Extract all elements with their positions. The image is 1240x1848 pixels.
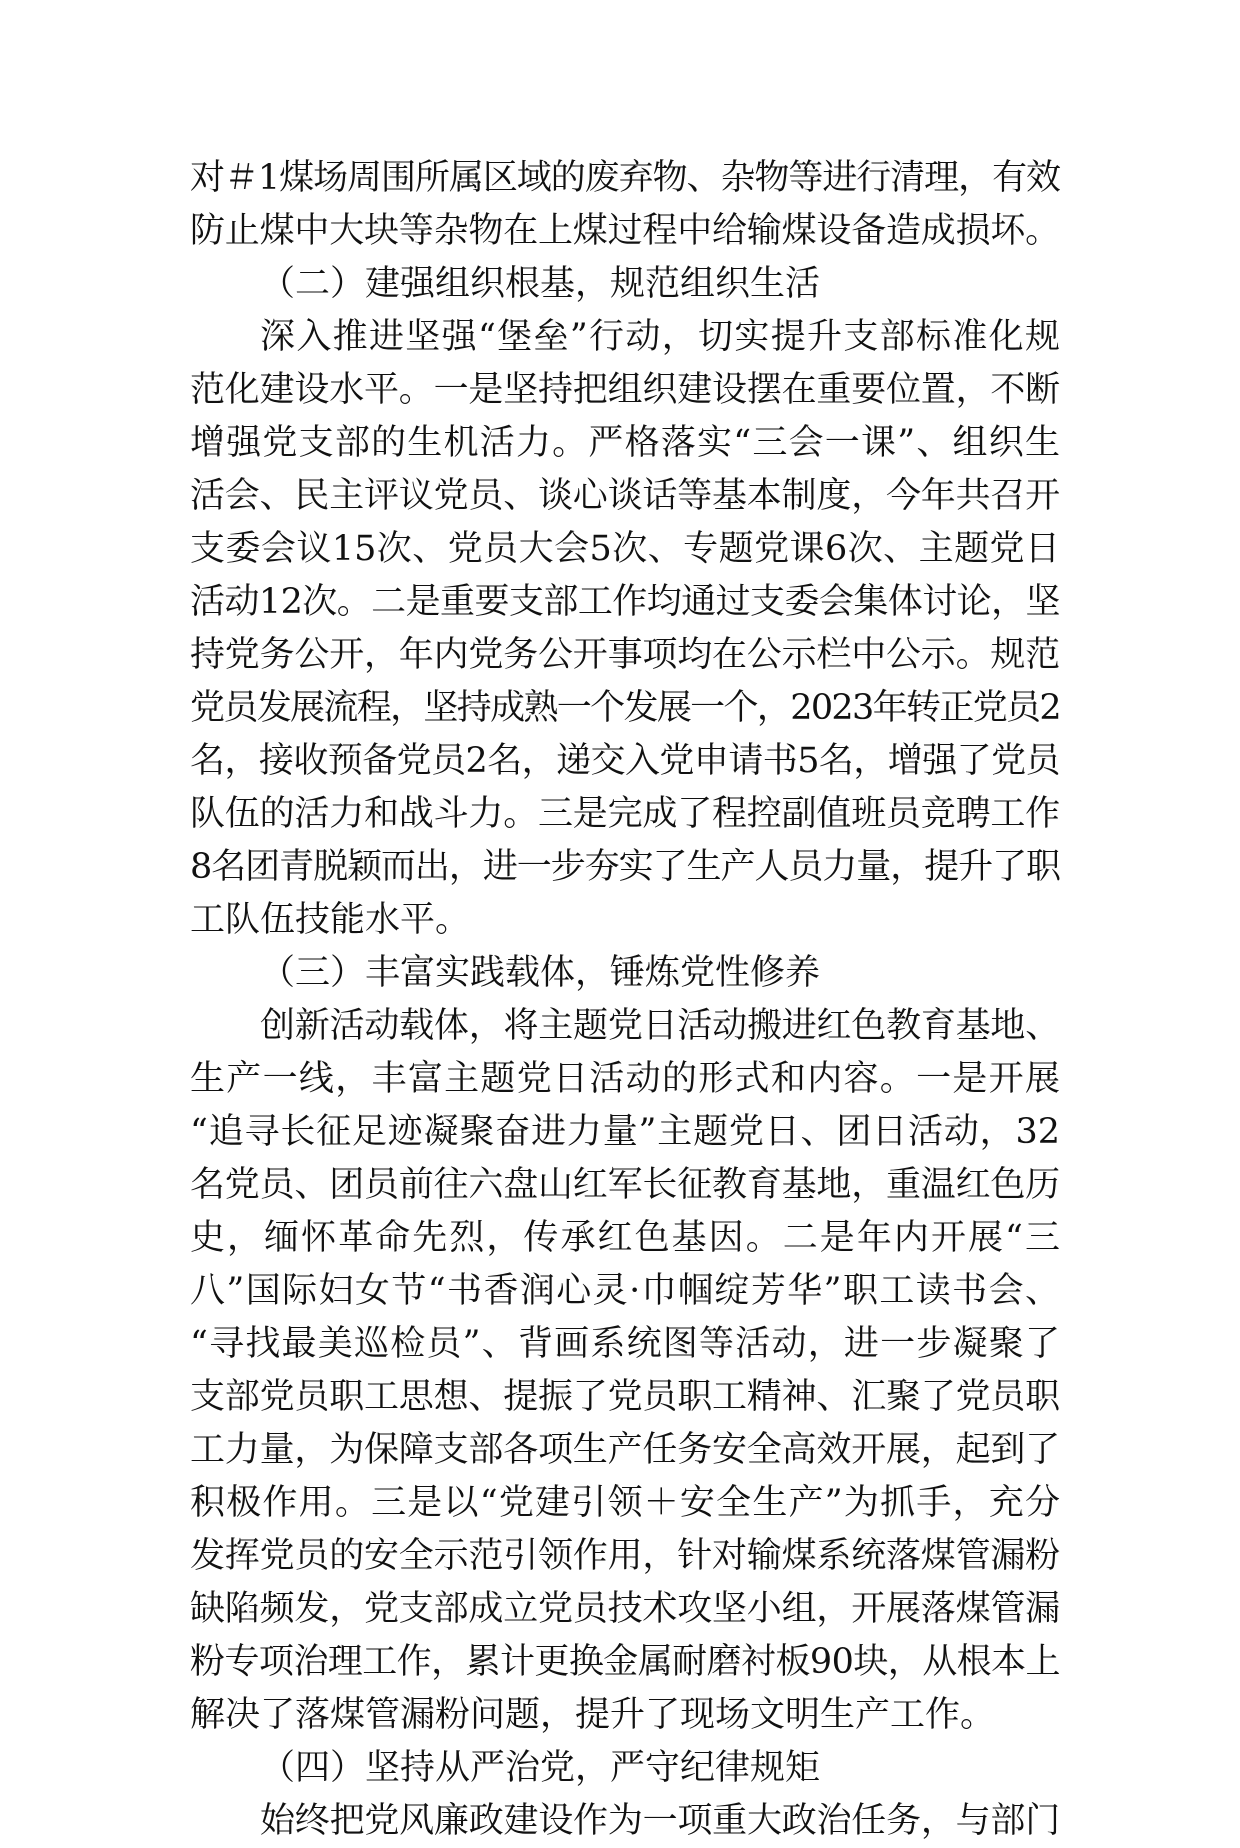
- text-line: 活动12次。二是重要支部工作均通过支委会集体讨论，坚: [190, 582, 1060, 622]
- text-line: 队伍的活力和战斗力。三是完成了程控副值班员竞聘工作: [190, 794, 1060, 834]
- text-line: 粉专项治理工作，累计更换金属耐磨衬板90块，从根本上: [190, 1642, 1060, 1682]
- text-line: 8名团青脱颖而出，进一步夯实了生产人员力量，提升了职: [190, 847, 1060, 887]
- text-line: 对＃1煤场周围所属区域的废弃物、杂物等进行清理，有效: [190, 158, 1060, 198]
- text-line: “追寻长征足迹凝聚奋进力量”主题党日、团日活动，32: [190, 1112, 1060, 1152]
- section-heading: （二）建强组织根基，规范组织生活: [260, 264, 821, 304]
- body-text: [190, 152, 1060, 1848]
- section-heading: （三）丰富实践载体，锤炼党性修养: [260, 953, 821, 993]
- text-line: 活会、民主评议党员、谈心谈话等基本制度，今年共召开: [190, 476, 1060, 516]
- text-line: 党员发展流程，坚持成熟一个发展一个，2023年转正党员2: [190, 688, 1060, 728]
- text-line: 八”国际妇女节“书香润心灵·巾帼绽芳华”职工读书会、: [190, 1271, 1060, 1311]
- text-line: 工力量，为保障支部各项生产任务安全高效开展，起到了: [190, 1430, 1060, 1470]
- text-line: 名党员、团员前往六盘山红军长征教育基地，重温红色历: [190, 1165, 1060, 1205]
- text-line: 史，缅怀革命先烈，传承红色基因。二是年内开展“三: [190, 1218, 1060, 1258]
- text-line: 生产一线，丰富主题党日活动的形式和内容。一是开展: [190, 1059, 1060, 1099]
- text-line: 增强党支部的生机活力。严格落实“三会一课”、组织生: [190, 423, 1060, 463]
- paragraph-first-line: 创新活动载体，将主题党日活动搬进红色教育基地、: [260, 1006, 1060, 1046]
- text-line: 发挥党员的安全示范引领作用，针对输煤系统落煤管漏粉: [190, 1536, 1060, 1576]
- section-heading: （四）坚持从严治党，严守纪律规矩: [260, 1748, 821, 1788]
- text-line: 持党务公开，年内党务公开事项均在公示栏中公示。规范: [190, 635, 1060, 675]
- text-line: 名，接收预备党员2名，递交入党申请书5名，增强了党员: [190, 741, 1060, 781]
- text-line: 工队伍技能水平。: [190, 900, 471, 940]
- text-line: 防止煤中大块等杂物在上煤过程中给输煤设备造成损坏。: [190, 211, 1060, 251]
- text-line: 解决了落煤管漏粉问题，提升了现场文明生产工作。: [190, 1695, 996, 1735]
- text-line: 支部党员职工思想、提振了党员职工精神、汇聚了党员职: [190, 1377, 1060, 1417]
- text-line: “寻找最美巡检员”、背画系统图等活动，进一步凝聚了: [190, 1324, 1060, 1364]
- paragraph-first-line: 深入推进坚强“堡垒”行动，切实提升支部标准化规: [260, 317, 1060, 357]
- text-line: 范化建设水平。一是坚持把组织建设摆在重要位置，不断: [190, 370, 1060, 410]
- text-line: 积极作用。三是以“党建引领＋安全生产”为抓手，充分: [190, 1483, 1060, 1523]
- text-line: 支委会议15次、党员大会5次、专题党课6次、主题党日: [190, 529, 1060, 569]
- text-line: 缺陷频发，党支部成立党员技术攻坚小组，开展落煤管漏: [190, 1589, 1060, 1629]
- paragraph-first-line: 始终把党风廉政建设作为一项重大政治任务，与部门: [260, 1801, 1060, 1841]
